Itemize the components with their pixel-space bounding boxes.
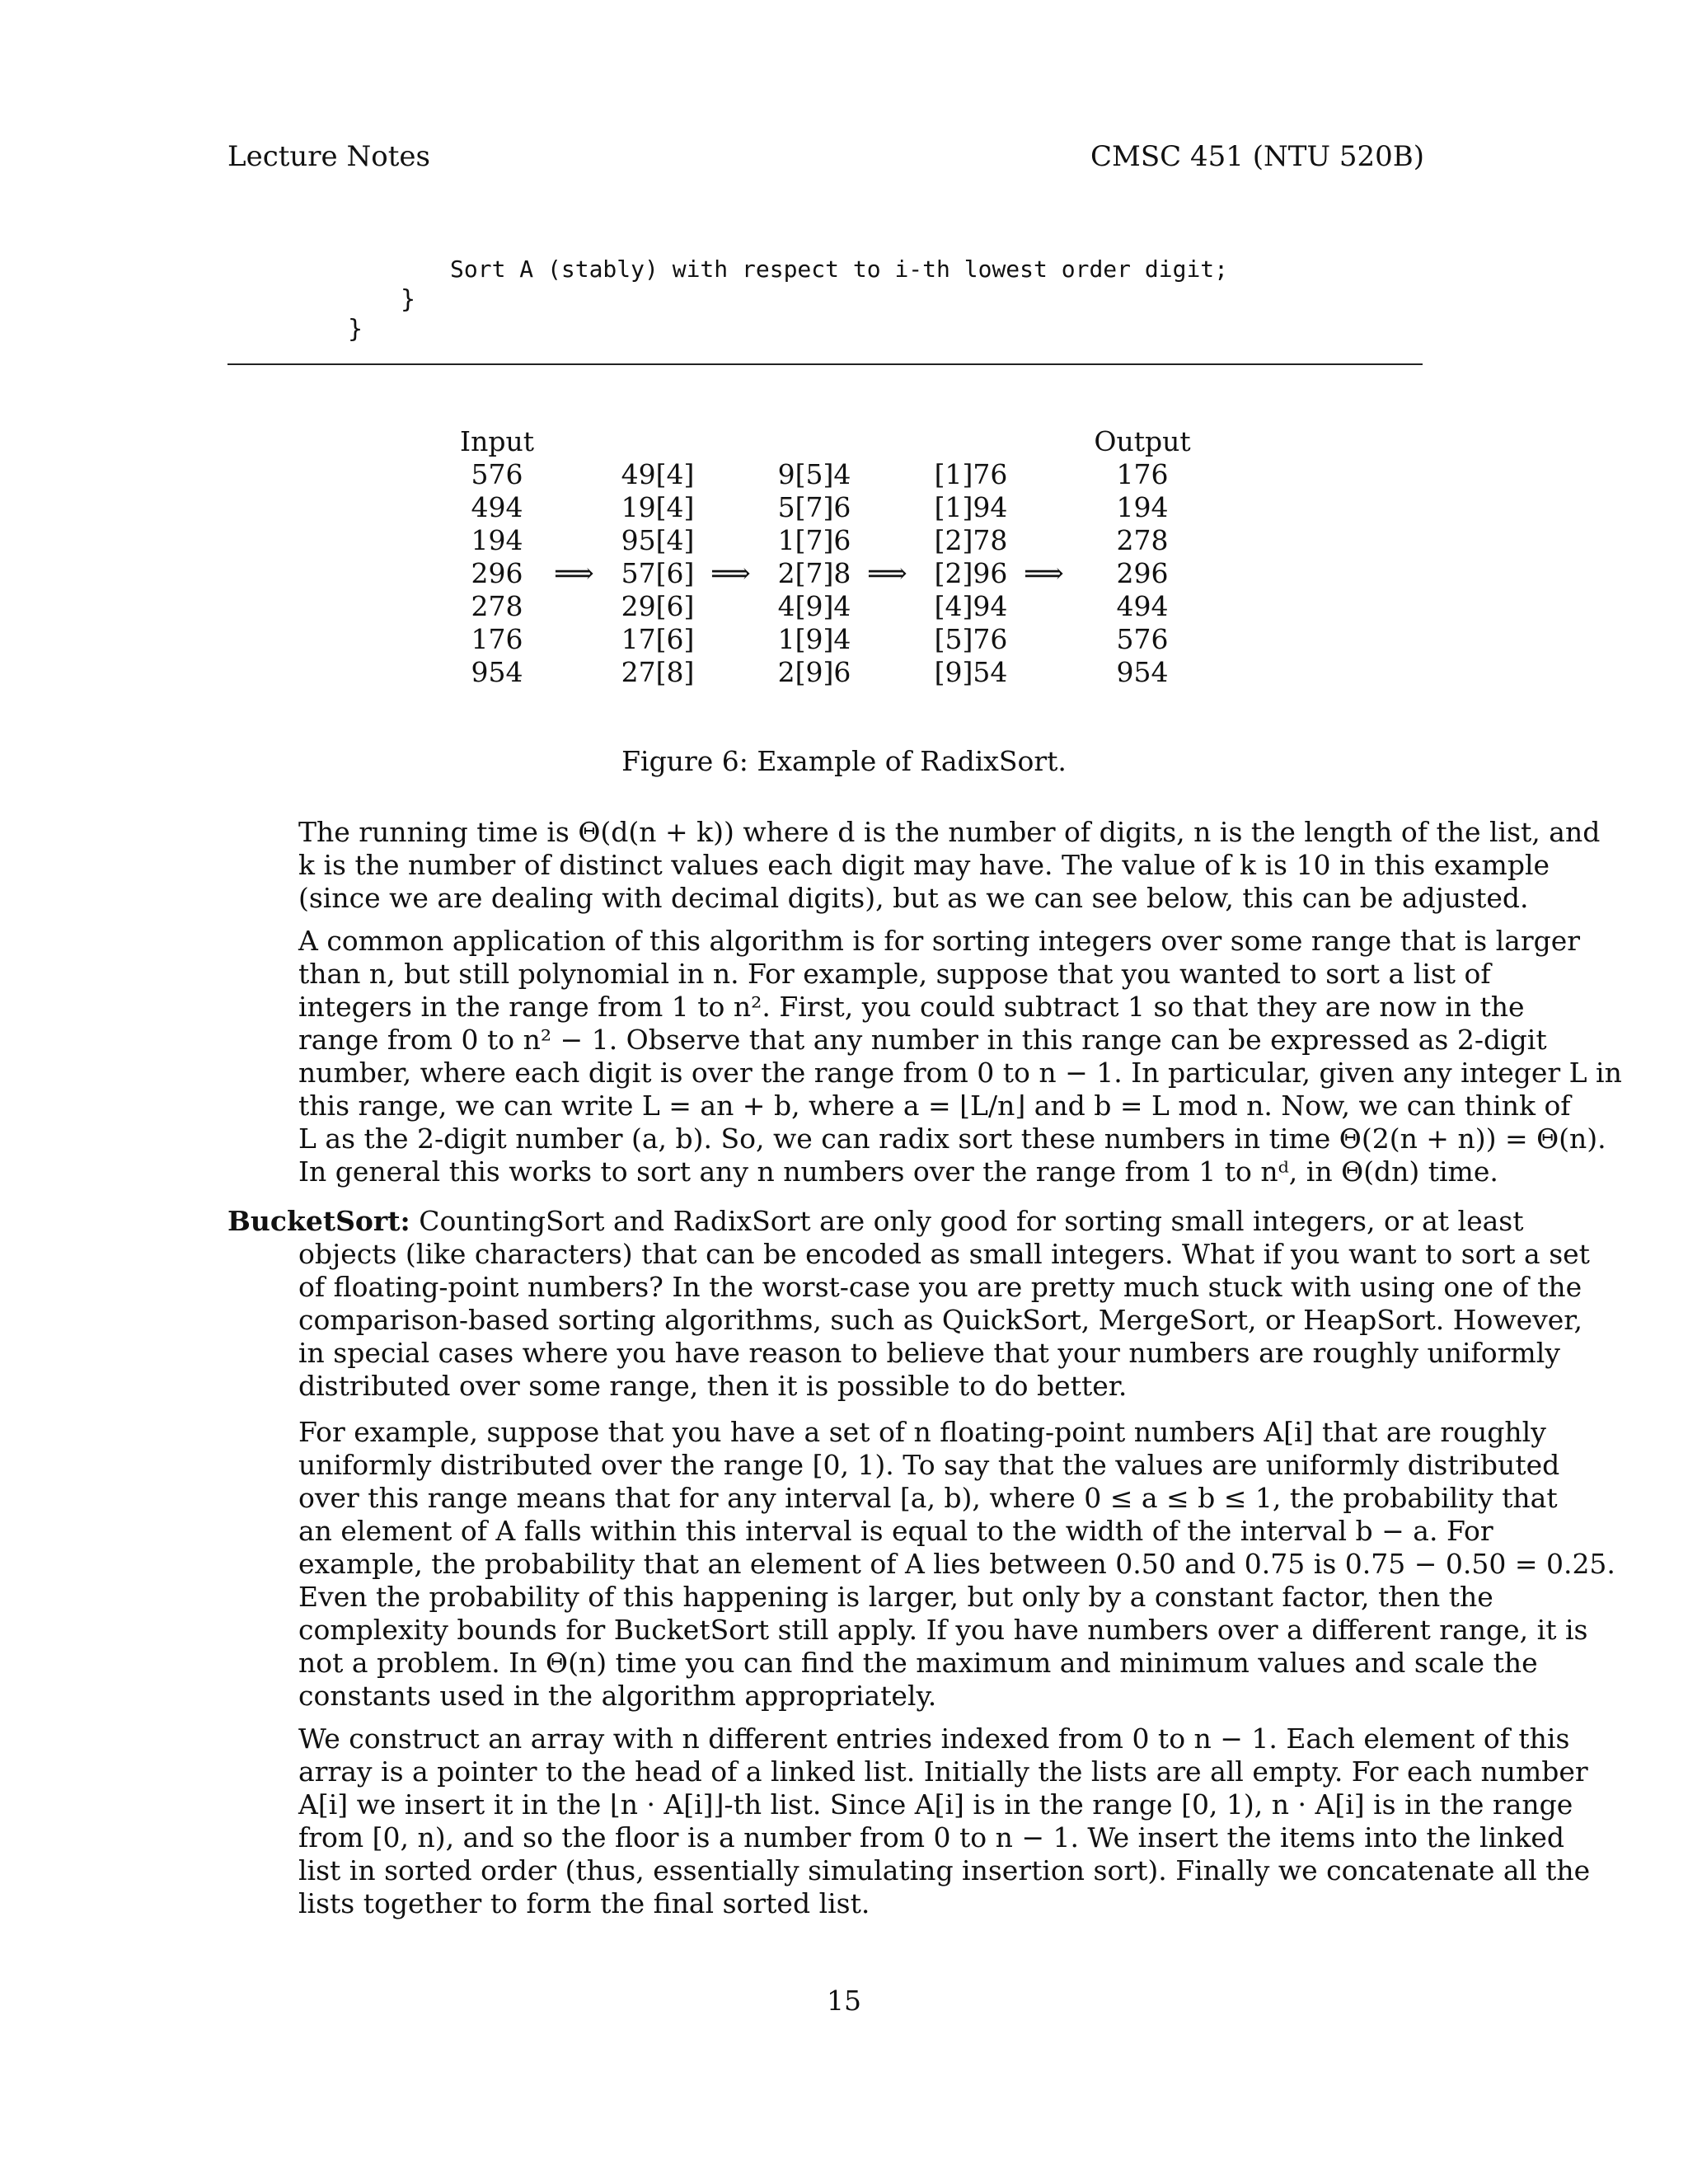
text-line: range from 0 to n² − 1. Observe that any number in this range can be expressed as 2-digit (298, 1024, 1547, 1056)
horizontal-rule (227, 363, 1423, 365)
column-cell: [5]76 (934, 623, 1008, 655)
text-line: k is the number of distinct values each digit may have. The value of k is 10 in this example (298, 849, 1550, 881)
text-line: distributed over some range, then it is possible to do better. (298, 1370, 1128, 1402)
column-cell: 576 (1116, 623, 1169, 655)
header-left: Lecture Notes (227, 140, 430, 173)
text-line: objects (like characters) that can be encoded as small integers. What if you want to sort a set (298, 1238, 1590, 1270)
text-line: this range, we can write L = an + b, where a = ⌊L/n⌋ and b = L mod n. Now, we can think of (298, 1090, 1571, 1122)
page-number: 15 (827, 1985, 861, 2017)
column-cell: 49[4] (621, 458, 695, 490)
figure-column-pass3 (921, 425, 1020, 689)
text-line: uniformly distributed over the range [0, 1). To say that the values are uniformly distributed (298, 1449, 1560, 1481)
column-cell: [9]54 (934, 656, 1008, 688)
text-line: We construct an array with n different entries indexed from 0 to n − 1. Each element of this (298, 1722, 1570, 1755)
column-cell: 176 (471, 623, 523, 655)
figure-column-pass2 (765, 425, 864, 689)
implies-arrow-icon: ⟹ (710, 557, 751, 590)
figure-column-output (1093, 425, 1192, 689)
column-cell: 494 (471, 491, 523, 523)
text-line: (since we are dealing with decimal digits), but as we can see below, this can be adjusted. (298, 882, 1529, 914)
text-line: from [0, n), and so the floor is a number from 0 to n − 1. We insert the items into the linked (298, 1821, 1565, 1854)
column-header (765, 425, 864, 458)
column-cell: 4[9]4 (777, 590, 851, 622)
text-line: array is a pointer to the head of a linked list. Initially the lists are all empty. For each number (298, 1755, 1588, 1788)
text-line: over this range means that for any interval [a, b), where 0 ≤ a ≤ b ≤ 1, the probability that (298, 1482, 1558, 1514)
code-brace-outer: } (348, 315, 363, 344)
column-header: Input (460, 425, 534, 457)
text-line (227, 1205, 1524, 1238)
column-cell: 27[8] (621, 656, 695, 688)
column-cell: 95[4] (621, 524, 695, 556)
text-line: constants used in the algorithm appropriately. (298, 1680, 937, 1712)
implies-arrow-icon: ⟹ (867, 557, 907, 590)
header-right: CMSC 451 (NTU 520B) (1090, 140, 1424, 173)
column-cell: 194 (471, 524, 523, 556)
figure-column-pass1 (608, 425, 707, 689)
figure-column-input (452, 425, 542, 689)
text-line: complexity bounds for BucketSort still apply. If you have numbers over a different range, it is (298, 1614, 1588, 1646)
text-line: in special cases where you have reason to believe that your numbers are roughly uniformly (298, 1337, 1560, 1369)
column-cell: 954 (471, 656, 523, 688)
column-cell: [1]76 (934, 458, 1008, 490)
column-cell: 194 (1116, 491, 1169, 523)
column-header (921, 425, 1020, 458)
column-header: Output (1094, 425, 1191, 457)
column-cell: [1]94 (934, 491, 1008, 523)
text-line: of floating-point numbers? In the worst-case you are pretty much stuck with using one of the (298, 1271, 1582, 1303)
column-cell: 1[9]4 (777, 623, 851, 655)
text-line: an element of A falls within this interval is equal to the width of the interval b − a. For (298, 1515, 1493, 1547)
text-line: not a problem. In Θ(n) time you can find the maximum and minimum values and scale the (298, 1647, 1538, 1679)
text-line: example, the probability that an element of A lies between 0.50 and 0.75 is 0.75 − 0.50 = 0.25. (298, 1548, 1615, 1580)
text-line: Even the probability of this happening is larger, but only by a constant factor, then the (298, 1581, 1493, 1613)
paragraph-bucketsort-intro (227, 1205, 1590, 1403)
column-cell: [4]94 (934, 590, 1008, 622)
text-line: than n, but still polynomial in n. For example, suppose that you wanted to sort a list of (298, 958, 1491, 990)
text-line: number, where each digit is over the range from 0 to n − 1. In particular, given any integer L in (298, 1057, 1622, 1089)
column-cell: [2]78 (934, 524, 1008, 556)
paragraph-running-time (298, 816, 1601, 915)
figure-caption: Figure 6: Example of RadixSort. (621, 745, 1067, 777)
column-cell: 5[7]6 (777, 491, 851, 523)
column-header (608, 425, 707, 458)
text-line: integers in the range from 1 to n². First, you could subtract 1 so that they are now in the (298, 991, 1525, 1023)
text-line: comparison-based sorting algorithms, such as QuickSort, MergeSort, or HeapSort. However, (298, 1304, 1582, 1336)
column-cell: 1[7]6 (777, 524, 851, 556)
column-cell: 576 (471, 458, 523, 490)
text-line: The running time is Θ(d(n + k)) where d is the number of digits, n is the length of the list, and (298, 816, 1601, 848)
column-cell: 2[7]8 (777, 557, 851, 589)
column-cell: 278 (471, 590, 523, 622)
column-cell: 296 (471, 557, 523, 589)
text-line: A common application of this algorithm is for sorting integers over some range that is larger (298, 925, 1581, 957)
text-line: L as the 2-digit number (a, b). So, we can radix sort these numbers in time Θ(2(n + n)) = Θ(n). (298, 1122, 1606, 1155)
column-cell: 9[5]4 (777, 458, 851, 490)
column-cell: 954 (1116, 656, 1169, 688)
implies-arrow-icon: ⟹ (554, 557, 594, 590)
column-cell: 176 (1116, 458, 1169, 490)
paragraph-uniform-distribution (298, 1416, 1615, 1713)
bucketsort-heading: BucketSort: (227, 1205, 410, 1237)
text-line: A[i] we insert it in the ⌊n · A[i]⌋-th list. Since A[i] is in the range [0, 1), n · A[i] is in the range (298, 1788, 1573, 1821)
text-run: CountingSort and RadixSort are only good for sorting small integers, or at least (410, 1205, 1524, 1237)
column-cell: 278 (1116, 524, 1169, 556)
text-line: list in sorted order (thus, essentially simulating insertion sort). Finally we concatenate all the (298, 1854, 1591, 1886)
paragraph-array-construction (298, 1722, 1591, 1920)
paragraph-common-application (298, 925, 1622, 1188)
column-cell: 296 (1116, 557, 1169, 589)
column-cell: 494 (1116, 590, 1169, 622)
column-cell: 57[6] (621, 557, 695, 589)
text-line: For example, suppose that you have a set of n floating-point numbers A[i] that are roughly (298, 1416, 1546, 1448)
text-line: lists together to form the final sorted list. (298, 1887, 870, 1919)
column-cell: 29[6] (621, 590, 695, 622)
implies-arrow-icon: ⟹ (1024, 557, 1064, 590)
column-cell: 17[6] (621, 623, 695, 655)
column-cell: 19[4] (621, 491, 695, 523)
column-cell: [2]96 (934, 557, 1008, 589)
code-line-sort: Sort A (stably) with respect to i-th lowest order digit; (450, 255, 1229, 283)
column-cell: 2[9]6 (777, 656, 851, 688)
code-brace-inner: } (401, 285, 416, 314)
text-line: In general this works to sort any n numbers over the range from 1 to nᵈ, in Θ(dn) time. (298, 1155, 1498, 1188)
